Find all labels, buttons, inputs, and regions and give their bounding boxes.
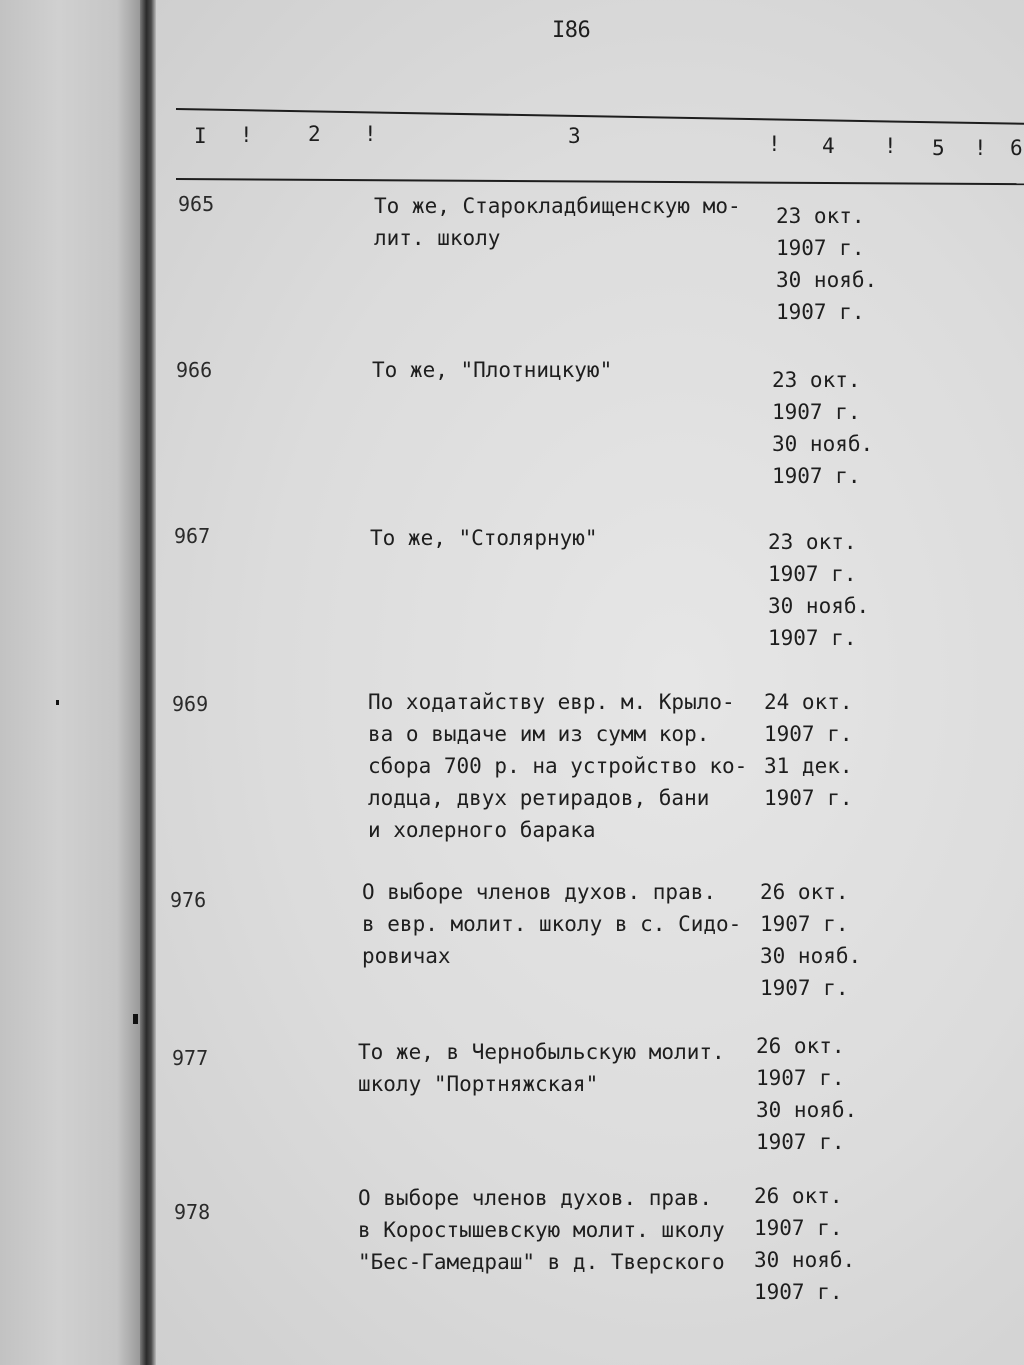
description-line: То же, Старокладбищенскую мо-: [374, 194, 741, 218]
description-line: лит. школу: [374, 226, 501, 250]
record-dates: [756, 1030, 857, 1158]
date-line: 1907 г.: [776, 236, 865, 260]
record-number: 967: [174, 524, 211, 548]
record-description: [370, 522, 598, 554]
record-dates: [776, 200, 877, 328]
page-edge-mark-small: [56, 700, 59, 705]
date-line: 1907 г.: [754, 1216, 843, 1240]
date-line: 1907 г.: [756, 1130, 845, 1154]
description-line: в евр. молит. школу в с. Сидо-: [362, 912, 742, 936]
facing-page-edge: [0, 0, 146, 1365]
date-line: 1907 г.: [760, 976, 849, 1000]
record-number: 978: [174, 1200, 211, 1224]
header-col-2: 2: [308, 122, 321, 146]
date-line: 24 окт.: [764, 690, 853, 714]
description-line: "Бес-Гамедраш" в д. Тверского: [358, 1250, 725, 1274]
description-line: сбора 700 р. на устройство ко-: [368, 754, 748, 778]
date-line: 23 окт.: [768, 530, 857, 554]
description-line: и холерного барака: [368, 818, 596, 842]
header-col-1: I: [194, 124, 207, 148]
record-description: [358, 1036, 725, 1100]
date-line: 26 окт.: [760, 880, 849, 904]
description-line: То же, "Столярную": [370, 526, 598, 550]
date-line: 1907 г.: [760, 912, 849, 936]
date-line: 1907 г.: [768, 562, 857, 586]
record-dates: [764, 686, 853, 814]
date-line: 30 нояб.: [776, 268, 878, 292]
date-line: 1907 г.: [772, 400, 861, 424]
date-line: 1907 г.: [772, 464, 861, 488]
date-line: 31 дек.: [764, 754, 853, 778]
page-edge-mark: [133, 1014, 138, 1024]
date-line: 23 окт.: [772, 368, 861, 392]
record-description: [374, 190, 741, 254]
header-separator: !: [974, 136, 987, 160]
header-separator: !: [884, 134, 897, 158]
description-line: ва о выдаче им из сумм кор.: [368, 722, 710, 746]
record-description: [368, 686, 747, 846]
record-dates: [754, 1180, 855, 1308]
description-line: лодца, двух ретирадов, бани: [368, 786, 710, 810]
record-number: 976: [170, 888, 207, 912]
date-line: 1907 г.: [764, 722, 853, 746]
date-line: 23 окт.: [776, 204, 865, 228]
date-line: 30 нояб.: [760, 944, 862, 968]
book-spine-shadow: [140, 0, 156, 1365]
date-line: 30 нояб.: [772, 432, 874, 456]
date-line: 1907 г.: [768, 626, 857, 650]
header-col-5: 5: [932, 136, 945, 160]
date-line: 30 нояб.: [754, 1248, 856, 1272]
date-line: 26 окт.: [754, 1184, 843, 1208]
date-line: 26 окт.: [756, 1034, 845, 1058]
header-separator: !: [240, 123, 253, 147]
record-number: 966: [176, 358, 213, 382]
description-line: По ходатайству евр. м. Крыло-: [368, 690, 735, 714]
description-line: школу "Портняжская": [358, 1072, 599, 1096]
date-line: 1907 г.: [776, 300, 865, 324]
description-line: О выборе членов духов. прав.: [358, 1186, 713, 1210]
record-description: [372, 354, 612, 386]
description-line: в Коростышевскую молит. школу: [358, 1218, 725, 1242]
record-number: 965: [178, 192, 215, 216]
date-line: 30 нояб.: [756, 1098, 858, 1122]
record-description: [362, 876, 741, 972]
description-line: О выборе членов духов. прав.: [362, 880, 717, 904]
description-line: ровичах: [362, 944, 451, 968]
record-number: 969: [172, 692, 209, 716]
record-number: 977: [172, 1046, 209, 1070]
header-separator: !: [768, 132, 781, 156]
date-line: 1907 г.: [754, 1280, 843, 1304]
page-number: I86: [552, 18, 591, 43]
description-line: То же, в Чернобыльскую молит.: [358, 1040, 725, 1064]
date-line: 1907 г.: [756, 1066, 845, 1090]
description-line: То же, "Плотницкую": [372, 358, 613, 382]
date-line: 30 нояб.: [768, 594, 870, 618]
header-col-6: 6: [1010, 136, 1023, 160]
record-dates: [772, 364, 873, 492]
header-col-3: 3: [568, 124, 581, 148]
header-separator: !: [364, 122, 377, 146]
date-line: 1907 г.: [764, 786, 853, 810]
record-description: [358, 1182, 725, 1278]
record-dates: [760, 876, 861, 1004]
record-dates: [768, 526, 869, 654]
table-header: [176, 120, 1024, 170]
header-col-4: 4: [822, 134, 835, 158]
